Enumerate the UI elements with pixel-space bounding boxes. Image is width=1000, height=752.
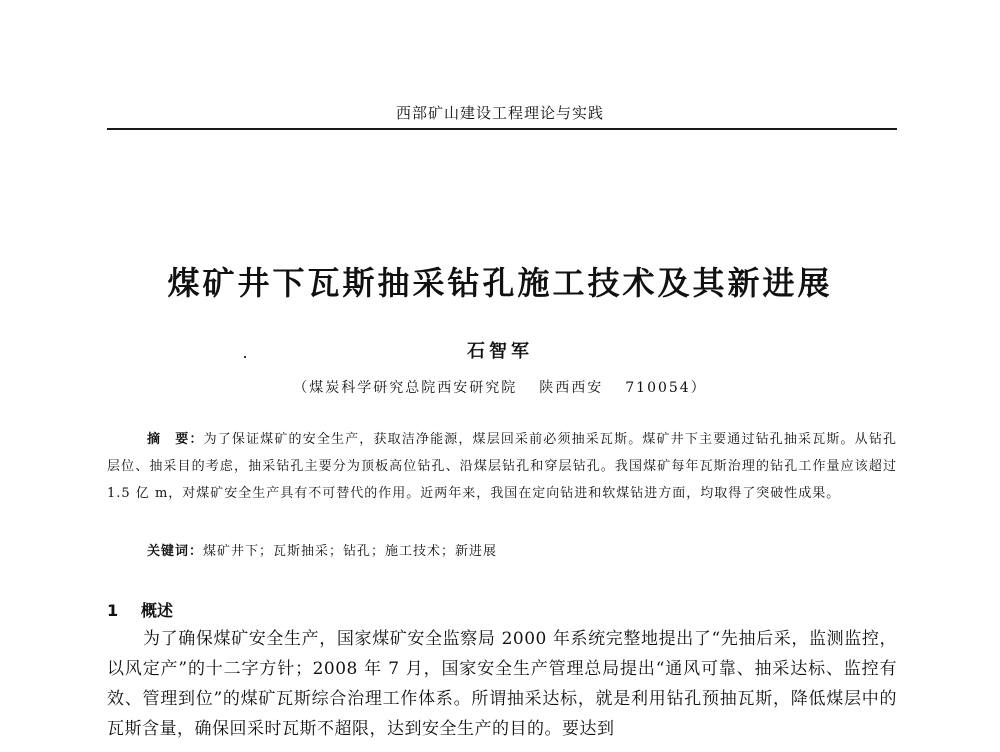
header-rule xyxy=(107,128,897,130)
keywords-label: 关键词： xyxy=(147,544,204,559)
article-title: 煤矿井下瓦斯抽采钻孔施工技术及其新进展 xyxy=(167,264,833,302)
body-paragraph: 为了确保煤矿安全生产，国家煤矿安全监察局 2000 年系统完整地提出了“先抽后采，监测监控，以风定产”的十二字方针；2008 年 7 月，国家安全生产管理总局提出“通风可靠、抽采达标、监控有效、管理到位”的煤矿瓦斯综合治理工作体系。所谓抽采达标，就是利用钻孔预抽瓦斯，降低煤层中的瓦斯含量，确保回采时瓦斯不超限，达到安全生产的目的。要达到 xyxy=(107,629,897,739)
keywords xyxy=(147,540,897,559)
running-header: 西部矿山建设工程理论与实践 xyxy=(395,104,604,122)
section-title: 概述 xyxy=(141,601,174,620)
abstract-label: 摘 要： xyxy=(147,432,204,447)
affiliation-institution: （煤炭科学研究总院西安研究院 xyxy=(293,380,518,396)
author-name: 石智军 xyxy=(467,341,533,362)
affiliation-location: 陕西西安 xyxy=(539,380,604,396)
abstract-text: 为了保证煤矿的安全生产，获取洁净能源，煤层回采前必须抽采瓦斯。煤矿井下主要通过钻孔抽采瓦斯。从钻孔层位、抽采目的考虑，抽采钻孔主要分为顶板高位钻孔、沿煤层钻孔和穿层钻孔。我国煤矿每年瓦斯治理的钻孔工作量应该超过 1.5 亿 m，对煤矿安全生产具有不可替代的作用。近两年来，我国在定向钻进和软煤钻进方面，均取得了突破性成果。 xyxy=(107,432,897,501)
affiliation-postcode: 710054） xyxy=(625,380,707,396)
section-heading xyxy=(107,598,173,621)
keywords-text: 煤矿井下；瓦斯抽采；钻孔；施工技术；新进展 xyxy=(203,544,498,559)
section-number: 1 xyxy=(107,601,119,620)
abstract xyxy=(107,426,897,507)
author-affiliation xyxy=(0,377,1000,397)
